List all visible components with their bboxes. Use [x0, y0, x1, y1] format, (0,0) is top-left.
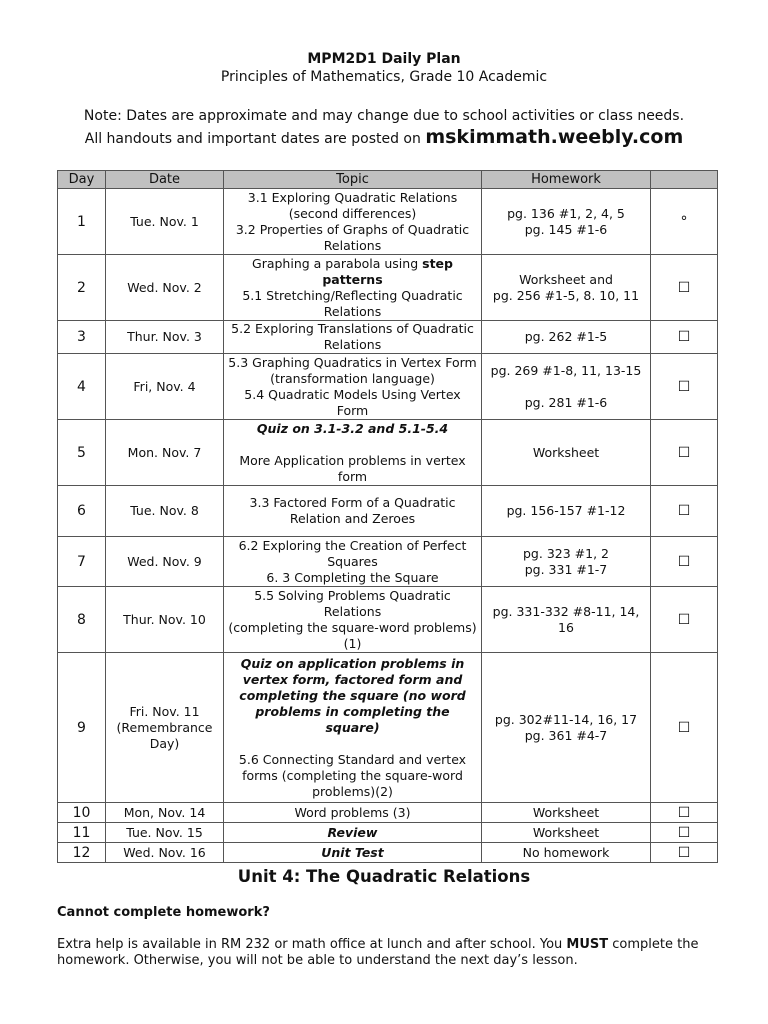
topic-line	[228, 256, 477, 288]
table-row	[58, 537, 718, 587]
date-cell: Mon, Nov. 14	[106, 803, 224, 823]
checkbox-cell	[651, 803, 718, 823]
topic-line	[228, 752, 477, 800]
topic-line	[228, 805, 477, 821]
homework-line: pg. 269 #1-8, 11, 13-15	[490, 362, 642, 378]
homework-cell	[482, 587, 651, 653]
website-link[interactable]: mskimmath.weebly.com	[425, 126, 684, 148]
date-cell: Thur. Nov. 3	[106, 321, 224, 354]
homework-line: Worksheet and	[519, 271, 613, 287]
topic-line	[228, 387, 477, 419]
homework-cell	[482, 420, 651, 486]
homework-line: Worksheet	[532, 824, 600, 840]
topic-cell	[224, 843, 482, 863]
day-cell: 8	[58, 587, 106, 653]
checkbox-icon[interactable]: ☐	[677, 329, 691, 345]
homework-cell	[482, 803, 651, 823]
table-row	[58, 843, 718, 863]
day-cell: 1	[58, 189, 106, 255]
topic-line	[228, 570, 477, 586]
topic-line	[228, 190, 477, 222]
topic-line	[228, 453, 477, 485]
topic-text: 5.1 Stretching/Reflecting Quadratic Relations	[242, 287, 463, 319]
checkbox-icon[interactable]: ☐	[677, 824, 691, 841]
checkbox-icon[interactable]: °	[680, 213, 688, 230]
topic-line	[228, 222, 477, 254]
table-row	[58, 486, 718, 537]
topic-cell	[224, 486, 482, 537]
homework-cell	[482, 537, 651, 587]
day-cell: 10	[58, 803, 106, 823]
header-check	[651, 171, 718, 189]
topic-spacer	[228, 437, 477, 453]
homework-cell	[482, 321, 651, 354]
topic-text: 3.2 Properties of Graphs of Quadratic Relations	[235, 221, 470, 253]
table-row	[58, 803, 718, 823]
table-row	[58, 823, 718, 843]
topic-text: More Application problems in vertex form	[239, 452, 466, 484]
homework-line: pg. 331 #1-7	[524, 561, 608, 577]
day-cell: 4	[58, 354, 106, 420]
checkbox-icon[interactable]: ☐	[677, 719, 691, 736]
footer-emphasis: MUST	[566, 937, 609, 952]
table-row	[58, 420, 718, 486]
footer-text-after: complete the homework. Otherwise, you will not be able to understand the next day’s lesson.	[57, 937, 699, 968]
homework-line: pg. 302#11-14, 16, 17	[494, 711, 638, 727]
unit-title: Unit 4: The Quadratic Relations	[237, 867, 531, 886]
homework-cell	[482, 486, 651, 537]
topic-line	[228, 656, 477, 736]
day-cell: 11	[58, 823, 106, 843]
homework-spacer	[486, 379, 646, 395]
topic-bold-text: step patterns	[322, 255, 453, 287]
topic-line	[228, 288, 477, 320]
checkbox-icon[interactable]: ☐	[677, 378, 691, 395]
table-row	[58, 354, 718, 420]
day-cell: 9	[58, 653, 106, 803]
topic-emphasis-text: Review	[327, 824, 378, 840]
topic-line	[228, 588, 477, 620]
topic-text: 5.5 Solving Problems Quadratic Relations	[254, 587, 451, 619]
topic-emphasis-text: Unit Test	[321, 844, 384, 860]
topic-cell	[224, 653, 482, 803]
topic-cell	[224, 537, 482, 587]
checkbox-cell	[651, 321, 718, 354]
table-row	[58, 653, 718, 803]
topic-line	[228, 355, 477, 387]
homework-cell	[482, 255, 651, 321]
day-cell: 7	[58, 537, 106, 587]
date-cell: Wed. Nov. 16	[106, 843, 224, 863]
topic-text: 6.2 Exploring the Creation of Perfect Squares	[238, 537, 467, 569]
topic-text: 5.3 Graphing Quadratics in Vertex Form (transformation language)	[228, 354, 477, 386]
checkbox-cell	[651, 354, 718, 420]
checkbox-icon[interactable]: ☐	[677, 611, 691, 628]
homework-cell	[482, 823, 651, 843]
date-cell: Mon. Nov. 7	[106, 420, 224, 486]
topic-text: (completing the square-word problems)(1)	[228, 619, 477, 651]
topic-text: 3.1 Exploring Quadratic Relations (second differences)	[247, 189, 458, 221]
topic-line	[228, 321, 477, 353]
table-row	[58, 587, 718, 653]
topic-text: 5.2 Exploring Translations of Quadratic Relations	[231, 321, 474, 352]
topic-line	[228, 421, 477, 437]
homework-line: pg. 256 #1-5, 8. 10, 11	[492, 287, 640, 303]
header-homework: Homework	[482, 171, 651, 189]
topic-cell	[224, 420, 482, 486]
day-cell: 12	[58, 843, 106, 863]
note-prefix: All handouts and important dates are posted on	[84, 131, 426, 147]
footer-text	[57, 937, 727, 969]
topic-spacer	[228, 736, 477, 752]
day-cell: 6	[58, 486, 106, 537]
header-day: Day	[58, 171, 106, 189]
checkbox-cell	[651, 843, 718, 863]
day-cell: 3	[58, 321, 106, 354]
topic-cell	[224, 189, 482, 255]
page-title: MPM2D1 Daily Plan	[307, 51, 461, 67]
homework-line: pg. 361 #4-7	[524, 727, 608, 743]
checkbox-cell	[651, 189, 718, 255]
footer-heading: Cannot complete homework?	[57, 905, 270, 920]
date-cell: Tue. Nov. 15	[106, 823, 224, 843]
topic-line	[228, 495, 477, 527]
topic-line	[228, 538, 477, 570]
topic-cell	[224, 255, 482, 321]
topic-emphasis-text: Quiz on application problems in vertex form, factored form and completing the square (no word problems in completing the square)	[239, 655, 466, 735]
table-header-row	[58, 171, 718, 189]
date-cell: Tue. Nov. 1	[106, 189, 224, 255]
topic-cell	[224, 803, 482, 823]
topic-cell	[224, 354, 482, 420]
topic-line	[228, 825, 477, 841]
homework-line: pg. 331-332 #8-11, 14, 16	[492, 603, 640, 635]
checkbox-cell	[651, 653, 718, 803]
homework-line: Worksheet	[532, 804, 600, 820]
date-cell: Fri. Nov. 11 (Remembrance Day)	[106, 653, 224, 803]
day-cell: 5	[58, 420, 106, 486]
footer-text-before: Extra help is available in RM 232 or math office at lunch and after school. You	[57, 937, 567, 952]
checkbox-icon[interactable]: ☐	[677, 844, 691, 861]
homework-line: pg. 262 #1-5	[524, 329, 608, 344]
homework-line: pg. 323 #1, 2	[523, 545, 609, 561]
checkbox-cell	[651, 587, 718, 653]
page-subtitle: Principles of Mathematics, Grade 10 Academic	[220, 69, 548, 85]
table-row	[58, 255, 718, 321]
checkbox-icon[interactable]: ☐	[677, 804, 691, 821]
homework-cell	[482, 354, 651, 420]
daily-plan-table	[57, 170, 718, 863]
topic-text: 3.3 Factored Form of a Quadratic Relation and Zeroes	[249, 495, 456, 526]
homework-line: pg. 156-157 #1-12	[506, 503, 626, 518]
topic-cell	[224, 823, 482, 843]
topic-text: 6. 3 Completing the Square	[266, 569, 439, 585]
date-cell: Wed. Nov. 9	[106, 537, 224, 587]
date-cell: Tue. Nov. 8	[106, 486, 224, 537]
homework-line: No homework	[522, 844, 610, 860]
note-line-1: Note: Dates are approximate and may change due to school activities or class needs.	[83, 108, 685, 124]
topic-emphasis-text: Quiz on 3.1-3.2 and 5.1-5.4	[256, 420, 449, 436]
date-cell: Thur. Nov. 10	[106, 587, 224, 653]
checkbox-icon[interactable]: ☐	[677, 279, 691, 296]
note-line-2	[0, 126, 768, 148]
checkbox-cell	[651, 537, 718, 587]
date-cell: Fri, Nov. 4	[106, 354, 224, 420]
checkbox-icon[interactable]: ☐	[677, 503, 691, 519]
topic-cell	[224, 321, 482, 354]
date-cell: Wed. Nov. 2	[106, 255, 224, 321]
table-row	[58, 189, 718, 255]
topic-text: 5.4 Quadratic Models Using Vertex Form	[244, 386, 461, 418]
topic-line	[228, 620, 477, 652]
checkbox-cell	[651, 255, 718, 321]
homework-cell	[482, 189, 651, 255]
checkbox-cell	[651, 420, 718, 486]
checkbox-cell	[651, 486, 718, 537]
homework-cell	[482, 843, 651, 863]
header-topic: Topic	[224, 171, 482, 189]
topic-text: Word problems (3)	[294, 804, 411, 820]
checkbox-cell	[651, 823, 718, 843]
day-cell: 2	[58, 255, 106, 321]
homework-line: Worksheet	[532, 444, 600, 460]
checkbox-icon[interactable]: ☐	[677, 444, 691, 461]
topic-text: Graphing a parabola using	[252, 255, 423, 271]
header-date: Date	[106, 171, 224, 189]
table-row	[58, 321, 718, 354]
topic-line	[228, 845, 477, 861]
topic-text: 5.6 Connecting Standard and vertex forms (completing the square-word problems)(2)	[238, 751, 467, 799]
homework-line: pg. 281 #1-6	[524, 394, 608, 410]
topic-cell	[224, 587, 482, 653]
homework-line: pg. 136 #1, 2, 4, 5	[507, 205, 625, 221]
checkbox-icon[interactable]: ☐	[677, 553, 691, 570]
homework-line: pg. 145 #1-6	[524, 221, 608, 237]
homework-cell	[482, 653, 651, 803]
